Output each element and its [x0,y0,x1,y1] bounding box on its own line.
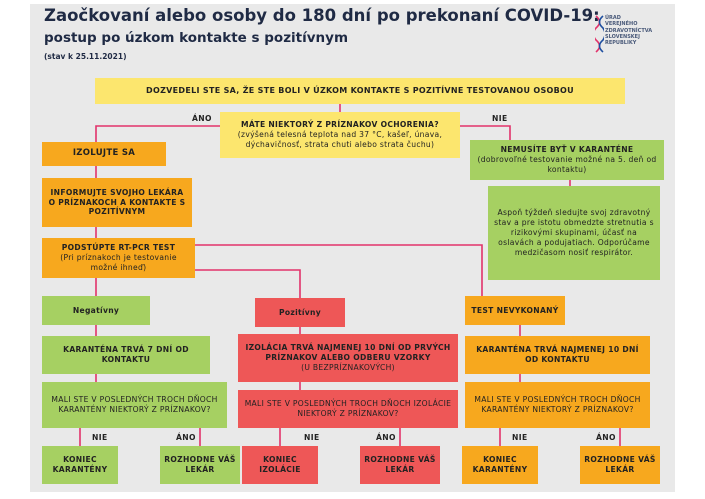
positive-doctor-decides: ROZHODNE VÁŠ LEKÁR [360,446,440,484]
isolate-box: IZOLUJTE SA [42,142,166,166]
branch-label-yes: ÁNO [192,114,212,123]
positive-label-yes: ÁNO [376,433,396,442]
untested-doctor-decides: ROZHODNE VÁŠ LEKÁR [580,446,660,484]
connector [96,126,220,142]
negative-label-yes: ÁNO [176,433,196,442]
untested-symptoms-question: MALI STE V POSLEDNÝCH TROCH DŇOCH KARANTÉNY NIEKTORÝ Z PRÍZNAKOV? [465,382,650,428]
pcr-test-box: PODSTÚPTE RT-PCR TEST (Pri príznakoch je testovanie možné ihneď) [42,238,195,278]
negative-end-quarantine: KONIEC KARANTÉNY [42,446,118,484]
branch-label-no: NIE [492,114,508,123]
result-positive-box: Pozitívny [255,298,345,327]
connector [460,126,510,140]
page-title: Zaočkovaní alebo osoby do 180 dní po prekonaní COVID-19: [44,6,600,25]
page-subtitle: postup po úzkom kontakte s pozitívnym [44,30,349,46]
logo-text: ÚRAD VEREJNÉHO ZDRAVOTNÍCTVA SLOVENSKEJ REPUBLIKY [605,15,653,46]
result-untested-box: TEST NEVYKONANÝ [465,296,565,325]
date-note: (stav k 25.11.2021) [44,52,127,61]
no-quarantine-box: NEMUSÍTE BYŤ V KARANTÉNE (dobrovoľné testovanie možné na 5. deň od kontaktu) [470,140,664,180]
untested-end-quarantine: KONIEC KARANTÉNY [462,446,538,484]
untested-label-no: NIE [512,433,528,442]
positive-symptoms-question: MALI STE V POSLEDNÝCH TROCH DŇOCH IZOLÁCIE NIEKTORÝ Z PRÍZNAKOV? [238,390,458,428]
institution-logo [595,14,675,66]
result-negative-box: Negatívny [42,296,150,325]
positive-end-isolation: KONIEC IZOLÁCIE [242,446,318,484]
inform-doctor-box: INFORMUJTE SVOJHO LEKÁRA O PRÍZNAKOCH A KONTAKTE S POZITÍVNYM [42,178,192,227]
positive-label-no: NIE [304,433,320,442]
symptoms-question-box: MÁTE NIEKTORÝ Z PRÍZNAKOV OCHORENIA? (zvýšená telesná teplota nad 37 °C, kašeľ, únava, dýchavičnosť, strata chuti alebo strata čuchu) [220,112,460,158]
contact-notice-box: DOZVEDELI STE SA, ŽE STE BOLI V ÚZKOM KONTAKTE S POZITÍVNE TESTOVANOU OSOBOU [95,78,625,104]
untested-quarantine-box: KARANTÉNA TRVÁ NAJMENEJ 10 DNÍ OD KONTAKTU [465,336,650,374]
negative-quarantine-box: KARANTÉNA TRVÁ 7 DNÍ OD KONTAKTU [42,336,210,374]
untested-label-yes: ÁNO [596,433,616,442]
connector [195,270,300,298]
advice-box: Aspoň týždeň sledujte svoj zdravotný stav a pre istotu obmedzte stretnutia s rizikovými skupinami, účasť na oslavách a podujatiach. Odporúčame medzičasom nosiť respirátor. [488,186,660,280]
dna-icon [595,14,604,54]
positive-isolation-box: IZOLÁCIA TRVÁ NAJMENEJ 10 DNÍ OD PRVÝCH PRÍZNAKOV ALEBO ODBERU VZORKY (U BEZPRÍZNAKOVÝCH) [238,334,458,382]
negative-label-no: NIE [92,433,108,442]
negative-symptoms-question: MALI STE V POSLEDNÝCH TROCH DŇOCH KARANTÉNY NIEKTORÝ Z PRÍZNAKOV? [42,382,227,428]
negative-doctor-decides: ROZHODNE VÁŠ LEKÁR [160,446,240,484]
